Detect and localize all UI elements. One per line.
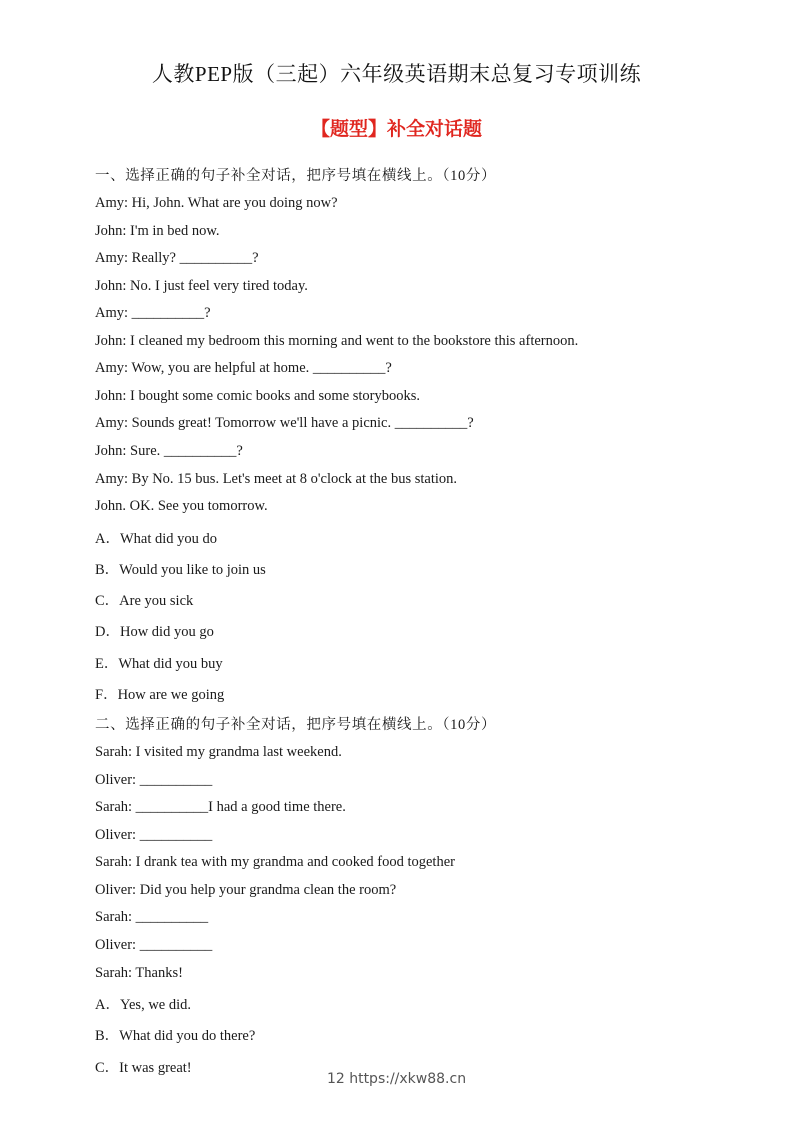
dialogue-line: John: No. I just feel very tired today.: [95, 278, 308, 294]
dialogue-line: Sarah: I drank tea with my grandma and cooked food together: [95, 854, 455, 870]
option-item: C．Are you sick: [95, 593, 194, 609]
question-type-subtitle: 【题型】补全对话题: [310, 118, 482, 140]
option-item: B．Would you like to join us: [95, 562, 266, 578]
page-footer: 12 https://xkw88.cn: [326, 1071, 467, 1087]
dialogue-line: Amy: Wow, you are helpful at home. __________?: [95, 360, 392, 376]
page-title: 人教PEP版（三起）六年级英语期末总复习专项训练: [151, 62, 642, 86]
option-item: D．How did you go: [95, 624, 214, 640]
dialogue-line: Sarah: __________: [95, 909, 209, 925]
dialogue-line: Sarah: I visited my grandma last weekend.: [95, 744, 342, 760]
dialogue-line: Amy: __________?: [95, 305, 211, 321]
option-item: E．What did you buy: [95, 656, 223, 672]
dialogue-line: Oliver: __________: [95, 772, 213, 788]
option-item: B．What did you do there?: [95, 1028, 256, 1044]
dialogue-line: John: Sure. __________?: [95, 443, 243, 459]
dialogue-line: Amy: Sounds great! Tomorrow we'll have a picnic. __________?: [95, 415, 474, 431]
dialogue-line: Oliver: __________: [95, 827, 213, 843]
dialogue-line: John: I cleaned my bedroom this morning and went to the bookstore this afternoon.: [95, 333, 579, 349]
dialogue-line: John: I'm in bed now.: [95, 223, 220, 239]
section1-heading: 一、选择正确的句子补全对话，把序号填在横线上。（10分）: [95, 168, 497, 184]
dialogue-line: Sarah: __________I had a good time there.: [95, 799, 346, 815]
option-item: F．How are we going: [95, 687, 225, 703]
dialogue-line: Oliver: __________: [95, 937, 213, 953]
option-item: C．It was great!: [95, 1060, 192, 1076]
dialogue-line: John: I bought some comic books and some storybooks.: [95, 388, 421, 404]
dialogue-line: Oliver: Did you help your grandma clean the room?: [95, 882, 397, 898]
dialogue-line: Amy: Really? __________?: [95, 250, 259, 266]
dialogue-line: Amy: By No. 15 bus. Let's meet at 8 o'clock at the bus station.: [95, 471, 458, 487]
dialogue-line: John. OK. See you tomorrow.: [95, 498, 268, 514]
section2-heading: 二、选择正确的句子补全对话，把序号填在横线上。（10分）: [95, 717, 497, 733]
dialogue-line: Sarah: Thanks!: [95, 965, 183, 981]
dialogue-line: Amy: Hi, John. What are you doing now?: [95, 195, 338, 211]
option-item: A．What did you do: [95, 531, 218, 547]
option-item: A．Yes, we did.: [95, 997, 192, 1013]
